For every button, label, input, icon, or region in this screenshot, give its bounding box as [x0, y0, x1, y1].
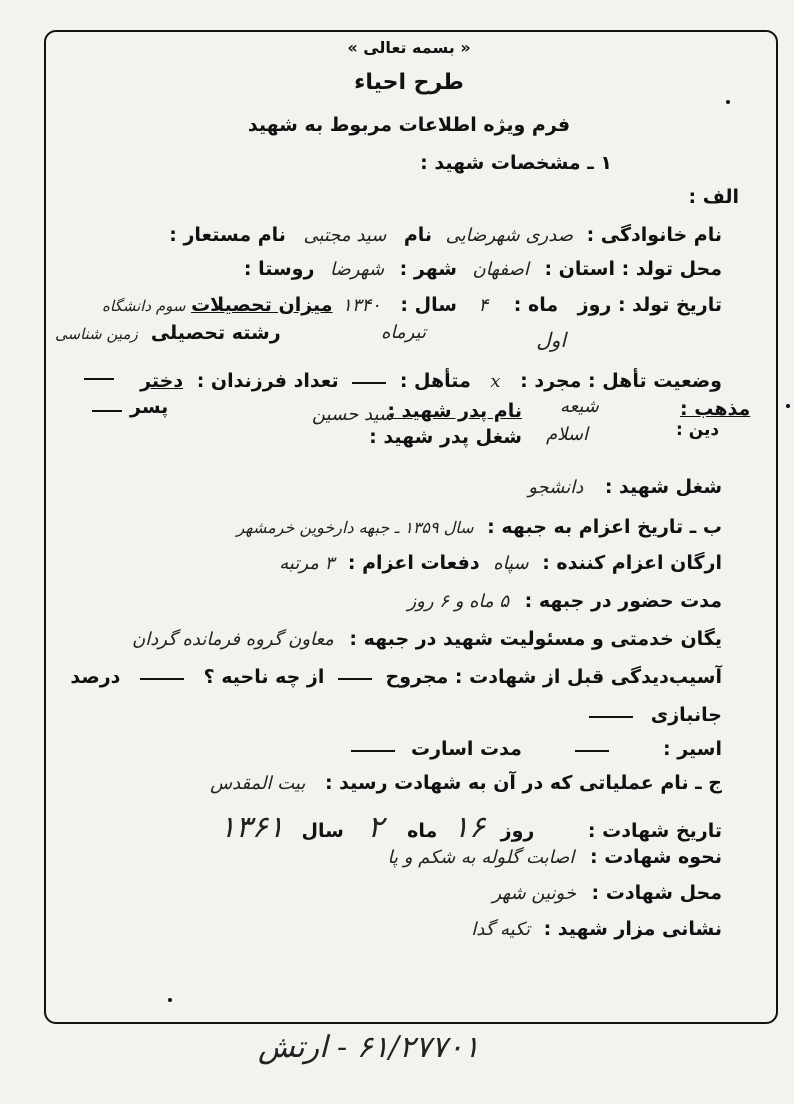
job-label: شغل شهید : [604, 476, 722, 498]
grave-value: تکیه گدا [471, 919, 531, 940]
section-1-title: ۱ ـ مشخصات شهید : [420, 152, 612, 174]
dispatch-value: سال ۱۳۵۹ ـ جبهه دارخوین خرمشهر [236, 518, 474, 537]
grave-row [471, 918, 722, 940]
daughter-dash [84, 378, 114, 380]
martyr-day-label: روز [500, 820, 535, 842]
injury-row [70, 666, 722, 688]
martyr-date-label: تاریخ شهادت : [587, 820, 722, 842]
operation-row [210, 772, 722, 794]
name-value: سید مجتبی [303, 225, 387, 246]
name-label: نام [403, 224, 433, 246]
unit-value: معاون گروه فرمانده گردان [132, 629, 334, 650]
count-value: ۳ مرتبه [279, 553, 335, 574]
dispatch-row [237, 516, 722, 538]
martyr-month-label: ماه [407, 820, 438, 842]
area-label: از چه ناحیه ؟ [203, 666, 325, 688]
bismillah: « بسمه تعالی » [347, 38, 471, 57]
field-label: رشته تحصیلی [150, 322, 281, 344]
father-name-label: نام پدر شهید : [387, 400, 522, 422]
birthdate-label: تاریخ تولد : روز [577, 294, 722, 316]
married-dash [352, 382, 386, 384]
martyr-month-value: ۲ [367, 810, 384, 845]
father-name-value: سید حسین [311, 404, 394, 425]
captive-duration-dash [351, 750, 395, 752]
birthdate-row [102, 294, 722, 316]
captive-dash [575, 750, 609, 752]
duration-value: ۵ ماه و ۶ روز [407, 591, 510, 612]
father-name-group [387, 400, 522, 422]
children-label: تعداد فرزندان : [196, 370, 339, 392]
marital-row [140, 370, 722, 392]
scan-speck [786, 404, 790, 408]
education-value: سوم دانشگاه [101, 297, 186, 315]
daughter-label: دختر [140, 370, 184, 392]
month-value: ۴ [478, 295, 489, 316]
manner-label: نحوه شهادت : [590, 846, 722, 868]
martyr-year-value: ۱۳۶۱ [219, 810, 284, 845]
duration-row [407, 590, 722, 612]
grave-label: نشانی مزار شهید : [543, 918, 722, 940]
reference-number: ۶۱/۲۷۷۰۱ - ارتش [258, 1030, 480, 1065]
village-label: روستا : [243, 258, 315, 280]
field-group [55, 322, 281, 344]
religion-value: اسلام [546, 424, 588, 445]
family-value: صدری شهرضایی [445, 225, 573, 246]
martyr-date-row [220, 810, 722, 845]
captive-label: اسیر : [663, 738, 722, 760]
place-label: محل شهادت : [591, 882, 722, 904]
day-value: اول [536, 328, 566, 352]
unit-label: یگان خدمتی و مسئولیت شهید در جبهه : [349, 628, 722, 650]
duration-label: مدت حضور در جبهه : [524, 590, 722, 612]
scan-speck [726, 100, 730, 104]
operation-value: بیت المقدس [210, 773, 306, 794]
count-label: دفعات اعزام : [347, 552, 480, 574]
son-label: پسر [130, 396, 169, 418]
manner-row [388, 846, 722, 868]
sect-value: شیعه [560, 396, 599, 417]
dispatch-label: ب ـ تاریخ اعزام به جبهه : [487, 516, 722, 538]
sub-a: الف : [688, 186, 739, 208]
percent-label: درصد [70, 666, 121, 688]
injured-dash [338, 678, 372, 680]
place-row [492, 882, 722, 904]
scan-speck [168, 998, 172, 1002]
disability-row [581, 704, 722, 726]
single-value: x [490, 371, 501, 392]
place-value: خونین شهر [492, 883, 576, 904]
job-row [528, 476, 722, 498]
org-label: ارگان اعزام کننده : [542, 552, 722, 574]
province-value: اصفهان [472, 259, 529, 280]
city-value: شهرضا [329, 259, 385, 280]
religion-label: دین : [676, 420, 720, 440]
year-label: سال : [400, 294, 457, 316]
project-title: طرح احیاء [354, 70, 464, 95]
month-name: تیرماه [381, 322, 426, 343]
education-label: میزان تحصیلات [191, 294, 333, 316]
father-job-label: شغل پدر شهید : [369, 426, 522, 448]
manner-value: اصابت گلوله به شکم و پا [387, 847, 575, 868]
marital-label: وضعیت تأهل : مجرد : [520, 370, 722, 392]
unit-row [132, 628, 722, 650]
injury-label: آسیب‌دیدگی قبل از شهادت : مجروح [385, 666, 722, 688]
job-value: دانشجو [528, 477, 584, 498]
birthplace-row [244, 258, 722, 280]
martyr-year-label: سال [301, 820, 344, 842]
married-label: متأهل : [399, 370, 471, 392]
year-value: ۱۳۴۰ [342, 295, 381, 316]
org-value: سپاه [493, 553, 529, 574]
area-dash [140, 678, 184, 680]
sect-label: مذهب : [680, 398, 751, 420]
city-label: شهر : [399, 258, 457, 280]
captive-row [343, 738, 722, 760]
form-title: فرم ویژه اطلاعات مربوط به شهید [247, 114, 571, 136]
family-label: نام خانوادگی : [586, 224, 722, 246]
alias-label: نام مستعار : [169, 224, 286, 246]
birthplace-label: محل تولد : استان : [544, 258, 722, 280]
martyr-day-value: ۱۶ [452, 810, 486, 845]
son-dash [92, 410, 122, 412]
field-value: زمین شناسی [55, 325, 138, 343]
disability-label: جانبازی [650, 704, 722, 726]
operation-label: ج ـ نام عملیاتی که در آن به شهادت رسید : [324, 772, 722, 794]
disability-dash [589, 716, 633, 718]
name-row [169, 224, 722, 246]
captive-duration-label: مدت اسارت [411, 738, 522, 760]
org-row [279, 552, 722, 574]
month-label: ماه : [513, 294, 559, 316]
